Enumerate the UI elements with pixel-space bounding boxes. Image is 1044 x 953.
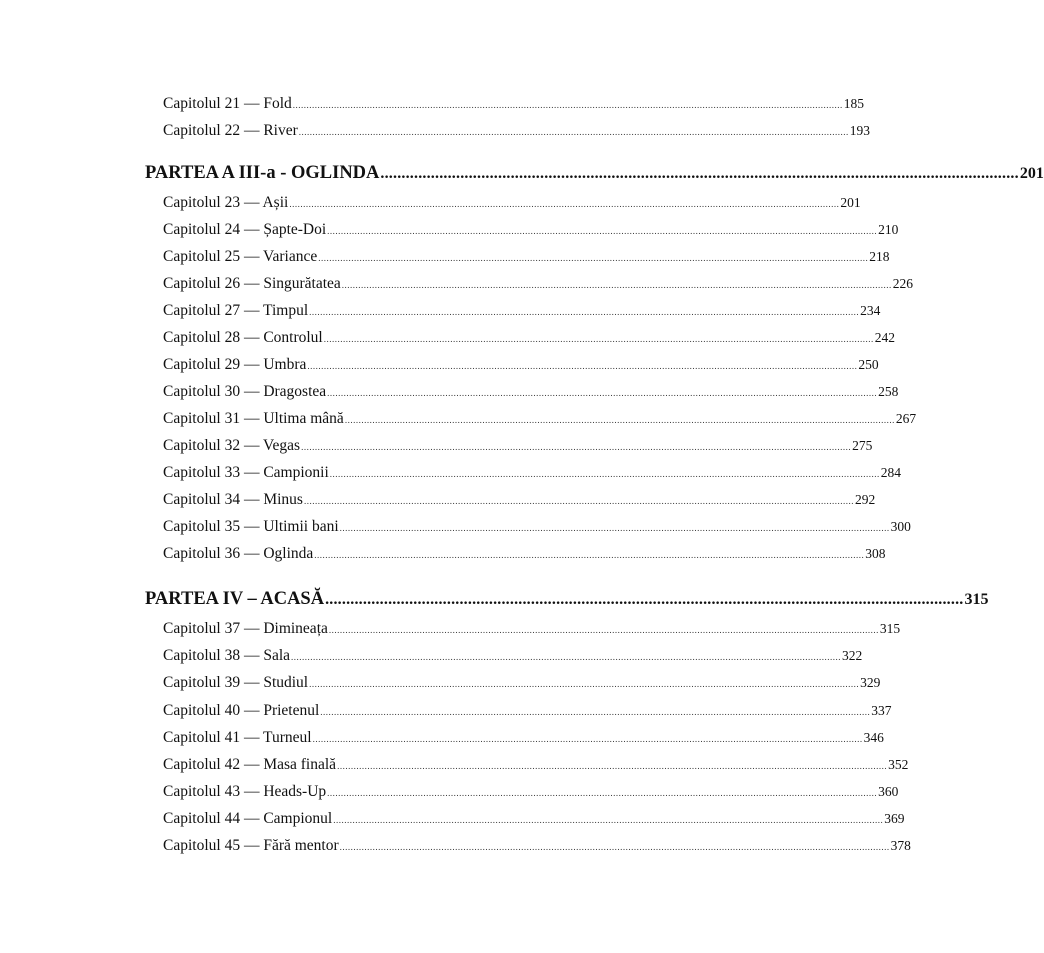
toc-entry-title: Capitolul 25 — Variance (163, 248, 318, 265)
dot-leader: ........................................................................................................................................................................................................ (344, 415, 895, 425)
toc-entry-page: 193 (849, 123, 871, 138)
dot-leader: ........................................................................................................................................................................................................ (309, 307, 860, 317)
dot-leader: ........................................................................................................................................................................................................ (307, 361, 858, 371)
dot-leader: ........................................................................................................................................................................................................ (309, 679, 860, 689)
toc-chapter-entry[interactable] (163, 383, 899, 403)
toc-entry-title: Capitolul 36 — Oglinda (163, 545, 314, 562)
toc-chapter-entry[interactable] (163, 95, 864, 115)
toc-entry-title: Capitolul 37 — Dimineața (163, 620, 328, 637)
dot-leader: ........................................................................................................................................................................................................ (327, 388, 878, 398)
toc-entry-title: Capitolul 40 — Prietenul (163, 702, 320, 719)
toc-part-title: PARTEA A III-a - OGLINDA (145, 163, 380, 183)
toc-part-heading[interactable] (145, 589, 989, 613)
toc-entry-page: 292 (854, 492, 876, 507)
toc-entry-page: 322 (842, 648, 863, 663)
toc-part-title: PARTEA IV – ACASĂ (145, 589, 325, 609)
toc-chapter-entry[interactable] (163, 783, 899, 803)
toc-chapter-entry[interactable] (163, 410, 917, 430)
dot-leader: ........................................................................................................................................................................................................ (318, 253, 869, 263)
toc-chapter-entry[interactable] (163, 194, 861, 214)
toc-entry-title: Capitolul 33 — Campionii (163, 464, 329, 481)
toc-entry-title: Capitolul 35 — Ultimii bani (163, 518, 339, 535)
toc-entry-page: 369 (884, 811, 905, 826)
toc-part-page: 315 (964, 591, 989, 608)
toc-entry-title: Capitolul 39 — Studiul (163, 674, 309, 691)
toc-part-heading[interactable] (145, 163, 1044, 187)
toc-chapter-entry[interactable] (163, 620, 901, 640)
toc-entry-page: 352 (888, 757, 909, 772)
toc-chapter-entry[interactable] (163, 729, 884, 749)
dot-leader: ........................................................................................................................................................................................................ (320, 707, 871, 717)
toc-part-page: 201 (1019, 165, 1044, 182)
toc-entry-page: 258 (878, 384, 899, 399)
toc-entry-page: 226 (892, 276, 914, 291)
toc-entry-title: Capitolul 38 — Sala (163, 647, 291, 664)
toc-chapter-entry[interactable] (163, 302, 881, 322)
toc-entry-page: 242 (874, 330, 895, 345)
toc-chapter-entry[interactable] (163, 122, 871, 142)
toc-entry-page: 346 (863, 730, 884, 745)
toc-entry-title: Capitolul 34 — Minus (163, 491, 303, 508)
toc-chapter-entry[interactable] (163, 545, 886, 565)
toc-entry-page: 315 (879, 621, 901, 636)
toc-chapter-entry[interactable] (163, 518, 911, 538)
toc-chapter-entry[interactable] (163, 275, 914, 295)
dot-leader: ........................................................................................................................................................................................................ (329, 469, 880, 479)
toc-entry-page: 284 (880, 465, 902, 480)
toc-chapter-entry[interactable] (163, 702, 892, 722)
dot-leader: ........................................................................................................................................................................................................ (328, 625, 879, 635)
dot-leader: ........................................................................................................................................................................................................ (314, 550, 865, 560)
toc-entry-title: Capitolul 22 — River (163, 122, 298, 139)
dot-leader: ........................................................................................................................................................................................................ (327, 788, 878, 798)
toc-chapter-entry[interactable] (163, 756, 909, 776)
toc-chapter-entry[interactable] (163, 248, 890, 268)
toc-entry-title: Capitolul 32 — Vegas (163, 437, 301, 454)
toc-entry-page: 300 (890, 519, 911, 534)
toc-entry-page: 360 (878, 784, 899, 799)
toc-chapter-entry[interactable] (163, 674, 881, 694)
toc-entry-title: Capitolul 30 — Dragostea (163, 383, 327, 400)
toc-chapter-entry[interactable] (163, 329, 895, 349)
dot-leader: ........................................................................................................................................................................................................ (339, 842, 890, 852)
toc-entry-title: Capitolul 45 — Fără mentor (163, 837, 339, 854)
toc-entry-page: 329 (860, 675, 881, 690)
dot-leader: ........................................................................................................................................................................................................ (292, 100, 843, 110)
toc-entry-page: 308 (865, 546, 886, 561)
toc-entry-page: 250 (858, 357, 879, 372)
dot-leader: ........................................................................................................................................................................................................ (341, 280, 892, 290)
toc-entry-page: 378 (890, 838, 911, 853)
toc-chapter-entry[interactable] (163, 491, 876, 511)
toc-entry-page: 337 (871, 703, 892, 718)
dot-leader: ........................................................................................................................................................ (325, 591, 964, 608)
dot-leader: ........................................................................................................................................................................................................ (298, 127, 849, 137)
toc-entry-page: 267 (895, 411, 917, 426)
dot-leader: ........................................................................................................................................................................................................ (337, 761, 888, 771)
toc-entry-page: 275 (852, 438, 873, 453)
toc-chapter-entry[interactable] (163, 221, 899, 241)
dot-leader: ........................................................................................................................................................................................................ (291, 652, 842, 662)
dot-leader: ........................................................................................................................................................................................................ (333, 815, 884, 825)
toc-entry-title: Capitolul 21 — Fold (163, 95, 292, 112)
dot-leader: ........................................................................................................................................................................................................ (289, 199, 840, 209)
dot-leader: ........................................................................................................................................................................................................ (301, 442, 852, 452)
dot-leader: ........................................................................................................................................................................................................ (312, 734, 863, 744)
toc-entry-title: Capitolul 26 — Singurătatea (163, 275, 341, 292)
toc-entry-page: 201 (840, 195, 861, 210)
toc-entry-title: Capitolul 27 — Timpul (163, 302, 309, 319)
toc-entry-title: Capitolul 41 — Turneul (163, 729, 312, 746)
toc-chapter-entry[interactable] (163, 810, 905, 830)
toc-entry-page: 234 (860, 303, 881, 318)
dot-leader: ........................................................................................................................................................................................................ (339, 523, 890, 533)
toc-chapter-entry[interactable] (163, 356, 879, 376)
toc-chapter-entry[interactable] (163, 464, 902, 484)
toc-entry-page: 218 (869, 249, 890, 264)
toc-entry-title: Capitolul 31 — Ultima mână (163, 410, 344, 427)
toc-entry-title: Capitolul 29 — Umbra (163, 356, 307, 373)
toc-entry-title: Capitolul 44 — Campionul (163, 810, 333, 827)
toc-entry-title: Capitolul 43 — Heads-Up (163, 783, 327, 800)
toc-entry-title: Capitolul 23 — Așii (163, 194, 289, 211)
toc-entry-title: Capitolul 24 — Șapte-Doi (163, 221, 327, 238)
dot-leader: ........................................................................................................................................................................................................ (323, 334, 874, 344)
toc-entry-title: Capitolul 42 — Masa finală (163, 756, 337, 773)
toc-chapter-entry[interactable] (163, 437, 873, 457)
toc-entry-page: 185 (843, 96, 864, 111)
toc-chapter-entry[interactable] (163, 647, 863, 667)
toc-entry-page: 210 (878, 222, 899, 237)
dot-leader: ........................................................................................................................................................................................................ (327, 226, 878, 236)
toc-chapter-entry[interactable] (163, 837, 911, 857)
dot-leader: ........................................................................................................................................................ (380, 165, 1019, 182)
dot-leader: ........................................................................................................................................................................................................ (303, 496, 854, 506)
toc-entry-title: Capitolul 28 — Controlul (163, 329, 323, 346)
